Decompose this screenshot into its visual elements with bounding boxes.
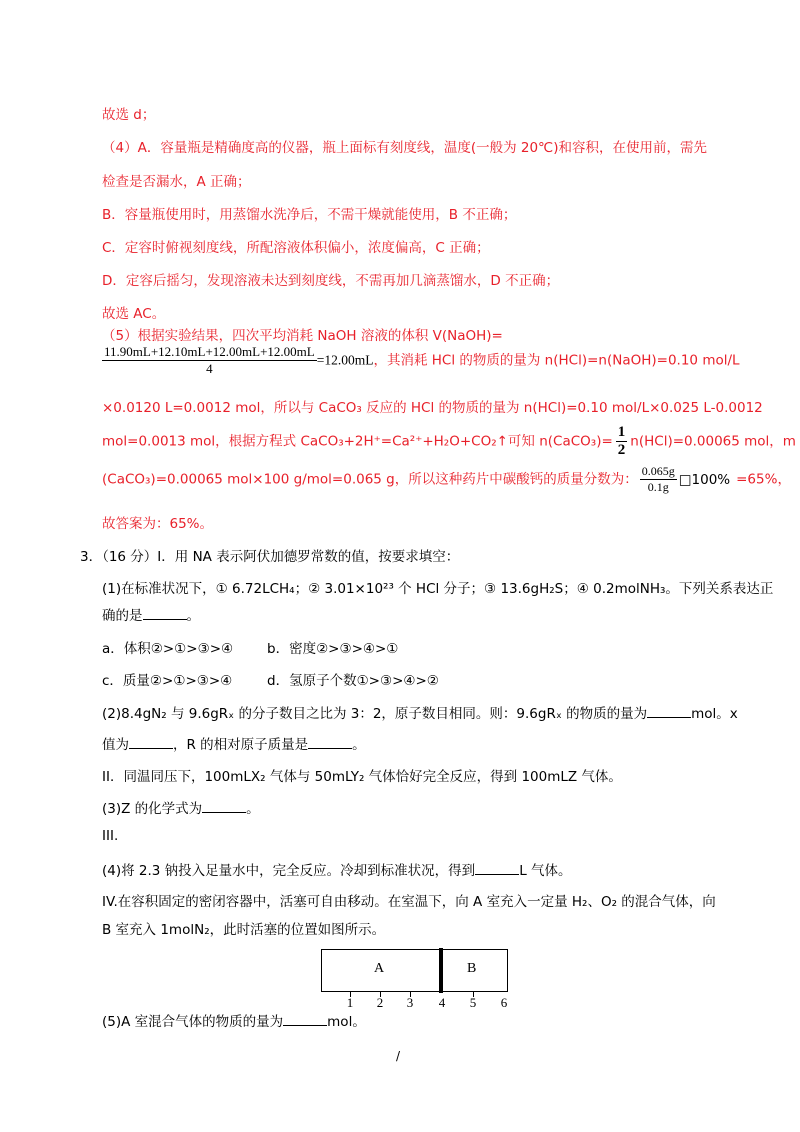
question-text-part: mol。x — [691, 706, 738, 722]
scale-tick-label: 2 — [376, 995, 384, 1010]
page-footer: / — [396, 1049, 401, 1063]
fraction-numerator: 0.065g — [641, 464, 675, 478]
answer-blank[interactable] — [475, 862, 519, 875]
question-text — [102, 797, 260, 817]
answer-line: 故选 AC。 — [102, 306, 166, 322]
answer-line: （5）根据实验结果，四次平均消耗 NaOH 溶液的体积 V(NaOH)= — [102, 328, 503, 344]
scale-axis — [328, 992, 518, 1012]
scale-tick-label: 5 — [469, 995, 477, 1010]
half-fraction — [616, 424, 628, 459]
answer-line: n(HCl)=0.00065 mol，m — [630, 433, 796, 450]
question-text — [102, 702, 738, 722]
answer-line: ，其消耗 HCl 的物质的量为 n(HCl)=n(NaOH)=0.10 mol/L — [373, 352, 740, 369]
answer-line: B．容量瓶使用时，用蒸馏水洗净后，不需干燥就能使用，B 不正确； — [102, 207, 517, 223]
question-text-part: 值为 — [102, 737, 129, 753]
average-volume-line — [102, 344, 740, 377]
question-text — [102, 859, 572, 879]
average-fraction — [102, 344, 317, 377]
scale-tick-label: 6 — [500, 995, 508, 1010]
chamber-b-label: B — [467, 961, 477, 976]
answer-line: (CaCO₃)=0.00065 mol×100 g/mol=0.065 g，所以这种药片中碳酸钙的质量分数为： — [102, 471, 638, 488]
answer-blank[interactable] — [647, 705, 691, 718]
question-text-part: 。 — [186, 608, 200, 624]
answer-line: mol=0.0013 mol，根据方程式 CaCO₃+2H⁺=Ca²⁺+H₂O+CO₂↑可知 n(CaCO₃)= — [102, 433, 613, 450]
options-row — [102, 669, 439, 689]
answer-blank[interactable] — [202, 800, 246, 813]
options-row — [102, 637, 398, 657]
question-text: (1)在标准状况下，① 6.72LCH₄；② 3.01×10²³ 个 HCl 分子；③ 13.6gH₂S；④ 0.2molNH₃。下列关系表达正 — [102, 581, 774, 597]
fraction-denominator: 4 — [206, 361, 213, 376]
option-b: b．密度②>③>④>① — [267, 641, 399, 657]
scale-tick-label: 1 — [346, 995, 354, 1010]
question-text-part: ，R 的相对原子质量是 — [173, 737, 309, 753]
moles-line — [102, 424, 796, 459]
answer-blank[interactable] — [283, 1013, 327, 1026]
option-a: a．体积②>①>③>④ — [102, 641, 234, 657]
piston — [439, 948, 443, 993]
question-text — [102, 1010, 366, 1030]
answer-line: ×0.0120 L=0.0012 mol，所以与 CaCO₃ 反应的 HCl 的物质的量为 n(HCl)=0.10 mol/L×0.025 L-0.0012 — [102, 400, 763, 416]
container-diagram — [321, 949, 508, 992]
answer-line: 故选 d； — [102, 107, 156, 123]
scale-tick-label: 4 — [438, 995, 446, 1010]
answer-line: 检查是否漏水，A 正确； — [102, 174, 251, 190]
question-text-part: (2)8.4gN₂ 与 9.6gRₓ 的分子数目之比为 3：2，原子数目相同。则：9.6gRₓ 的物质的量为 — [102, 706, 648, 722]
answer-blank[interactable] — [308, 736, 352, 749]
question-text-part: (3)Z 的化学式为 — [102, 801, 203, 817]
fraction-denominator: 2 — [617, 442, 626, 458]
answer-blank[interactable] — [129, 736, 173, 749]
percent-fraction — [640, 464, 677, 495]
fraction-result: =12.00mL — [316, 352, 374, 368]
answer-blank[interactable] — [143, 607, 187, 620]
scale-tick-label: 3 — [406, 995, 414, 1010]
question-text — [102, 604, 200, 624]
question-text-part: (5)A 室混合气体的物质的量为 — [102, 1014, 284, 1030]
question-text-part: 。 — [246, 801, 260, 817]
question-text-part: L 气体。 — [519, 863, 572, 879]
percent-multiplier: □100% — [678, 471, 731, 488]
question-text: IV.在容积固定的密闭容器中，活塞可自由移动。在室温下，向 A 室充入一定量 H₂、O₂ 的混合气体，向 — [102, 894, 716, 910]
answer-line: （4）A．容量瓶是精确度高的仪器，瓶上面标有刻度线，温度(一般为 20℃)和容积，在使用前，需先 — [102, 140, 707, 156]
question-text — [102, 733, 366, 753]
option-c: c．质量②>①>③>④ — [102, 673, 233, 689]
answer-line: 故答案为：65%。 — [102, 516, 214, 532]
question-text-part: (4)将 2.3 钠投入足量水中，完全反应。冷却到标准状况，得到 — [102, 863, 476, 879]
question-text-part: mol。 — [327, 1014, 366, 1030]
chamber-a-label: A — [374, 961, 385, 976]
fraction-numerator: 11.90mL+12.10mL+12.00mL+12.00mL — [104, 344, 315, 359]
answer-line: D．定容后摇匀，发现溶液未达到刻度线，不需再加几滴蒸馏水，D 不正确； — [102, 273, 560, 289]
question-text: B 室充入 1molN₂，此时活塞的位置如图所示。 — [102, 922, 386, 938]
answer-line: =65%， — [736, 471, 791, 488]
fraction-denominator: 0.1g — [647, 480, 669, 494]
fraction-numerator: 1 — [617, 424, 626, 440]
question-text: II．同温同压下，100mLX₂ 气体与 50mLY₂ 气体恰好完全反应，得到 100mLZ 气体。 — [102, 769, 622, 785]
question-heading: 3．（16 分）I．用 NA 表示阿伏加德罗常数的值，按要求填空： — [80, 549, 460, 565]
option-d: d．氢原子个数①>③>④>② — [267, 673, 439, 689]
question-text-part: 。 — [352, 737, 366, 753]
question-text-part: 确的是 — [102, 608, 143, 624]
answer-line: C．定容时俯视刻度线，所配溶液体积偏小，浓度偏高，C 正确； — [102, 240, 490, 256]
section-label: III. — [102, 828, 119, 844]
mass-fraction-line — [102, 464, 791, 495]
